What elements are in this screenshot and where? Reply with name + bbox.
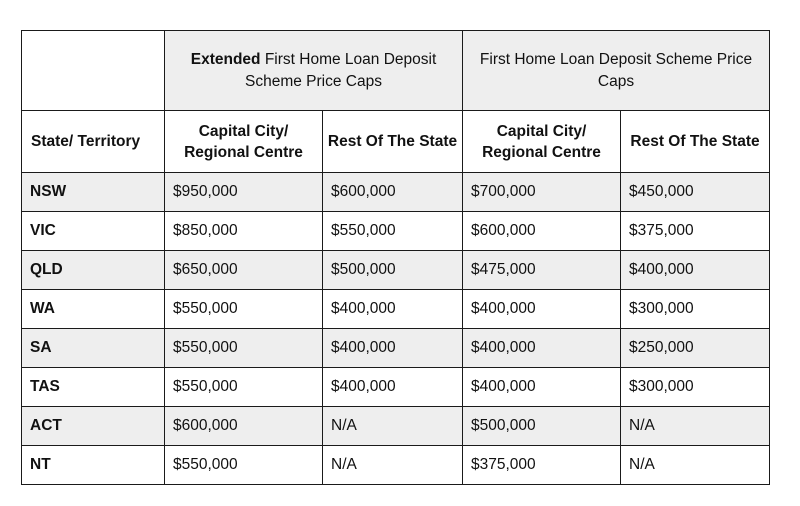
column-header-row (22, 111, 770, 173)
group-header-row (22, 31, 770, 111)
standard-scheme-header (463, 31, 770, 111)
std-rest-cell: $300,000 (621, 368, 770, 407)
ext-rest-cell: $400,000 (323, 290, 463, 329)
table-row (22, 407, 770, 446)
std-capital-column-header: Capital City/ Regional Centre (463, 111, 621, 173)
table-row (22, 173, 770, 212)
ext-rest-column-header: Rest Of The State (323, 111, 463, 173)
std-rest-cell: $250,000 (621, 329, 770, 368)
empty-corner-cell (22, 31, 165, 111)
table-row (22, 212, 770, 251)
state-cell: SA (22, 329, 165, 368)
table-row (22, 290, 770, 329)
ext-capital-cell: $550,000 (165, 446, 323, 485)
std-capital-cell: $600,000 (463, 212, 621, 251)
ext-rest-cell: N/A (323, 446, 463, 485)
std-capital-cell: $400,000 (463, 368, 621, 407)
state-cell: NT (22, 446, 165, 485)
std-rest-cell: $375,000 (621, 212, 770, 251)
table-row (22, 368, 770, 407)
state-cell: QLD (22, 251, 165, 290)
ext-capital-cell: $550,000 (165, 290, 323, 329)
ext-rest-cell: $400,000 (323, 329, 463, 368)
table-row (22, 251, 770, 290)
price-caps-table (21, 30, 770, 485)
table-row (22, 446, 770, 485)
state-cell: ACT (22, 407, 165, 446)
state-cell: VIC (22, 212, 165, 251)
table-body (22, 173, 770, 485)
extended-scheme-header (165, 31, 463, 111)
std-capital-cell: $700,000 (463, 173, 621, 212)
ext-capital-cell: $650,000 (165, 251, 323, 290)
state-cell: WA (22, 290, 165, 329)
standard-header-text: First Home Loan Deposit Scheme Price Caps (479, 50, 753, 90)
ext-capital-cell: $550,000 (165, 329, 323, 368)
std-capital-cell: $475,000 (463, 251, 621, 290)
std-rest-cell: $400,000 (621, 251, 770, 290)
ext-rest-cell: $400,000 (323, 368, 463, 407)
extended-label: Extended (190, 50, 261, 68)
ext-capital-cell: $850,000 (165, 212, 323, 251)
ext-rest-cell: $600,000 (323, 173, 463, 212)
table-row (22, 329, 770, 368)
ext-rest-cell: $500,000 (323, 251, 463, 290)
std-capital-cell: $400,000 (463, 290, 621, 329)
state-column-header: State/ Territory (22, 111, 165, 173)
std-rest-cell: $450,000 (621, 173, 770, 212)
extended-header-text: First Home Loan Deposit Scheme Price Caps (245, 50, 437, 90)
ext-capital-cell: $550,000 (165, 368, 323, 407)
ext-rest-cell: N/A (323, 407, 463, 446)
ext-capital-column-header: Capital City/ Regional Centre (165, 111, 323, 173)
state-cell: NSW (22, 173, 165, 212)
ext-capital-cell: $600,000 (165, 407, 323, 446)
std-rest-column-header: Rest Of The State (621, 111, 770, 173)
ext-rest-cell: $550,000 (323, 212, 463, 251)
std-rest-cell: N/A (621, 446, 770, 485)
ext-capital-cell: $950,000 (165, 173, 323, 212)
std-capital-cell: $375,000 (463, 446, 621, 485)
std-rest-cell: $300,000 (621, 290, 770, 329)
state-cell: TAS (22, 368, 165, 407)
std-rest-cell: N/A (621, 407, 770, 446)
std-capital-cell: $400,000 (463, 329, 621, 368)
std-capital-cell: $500,000 (463, 407, 621, 446)
